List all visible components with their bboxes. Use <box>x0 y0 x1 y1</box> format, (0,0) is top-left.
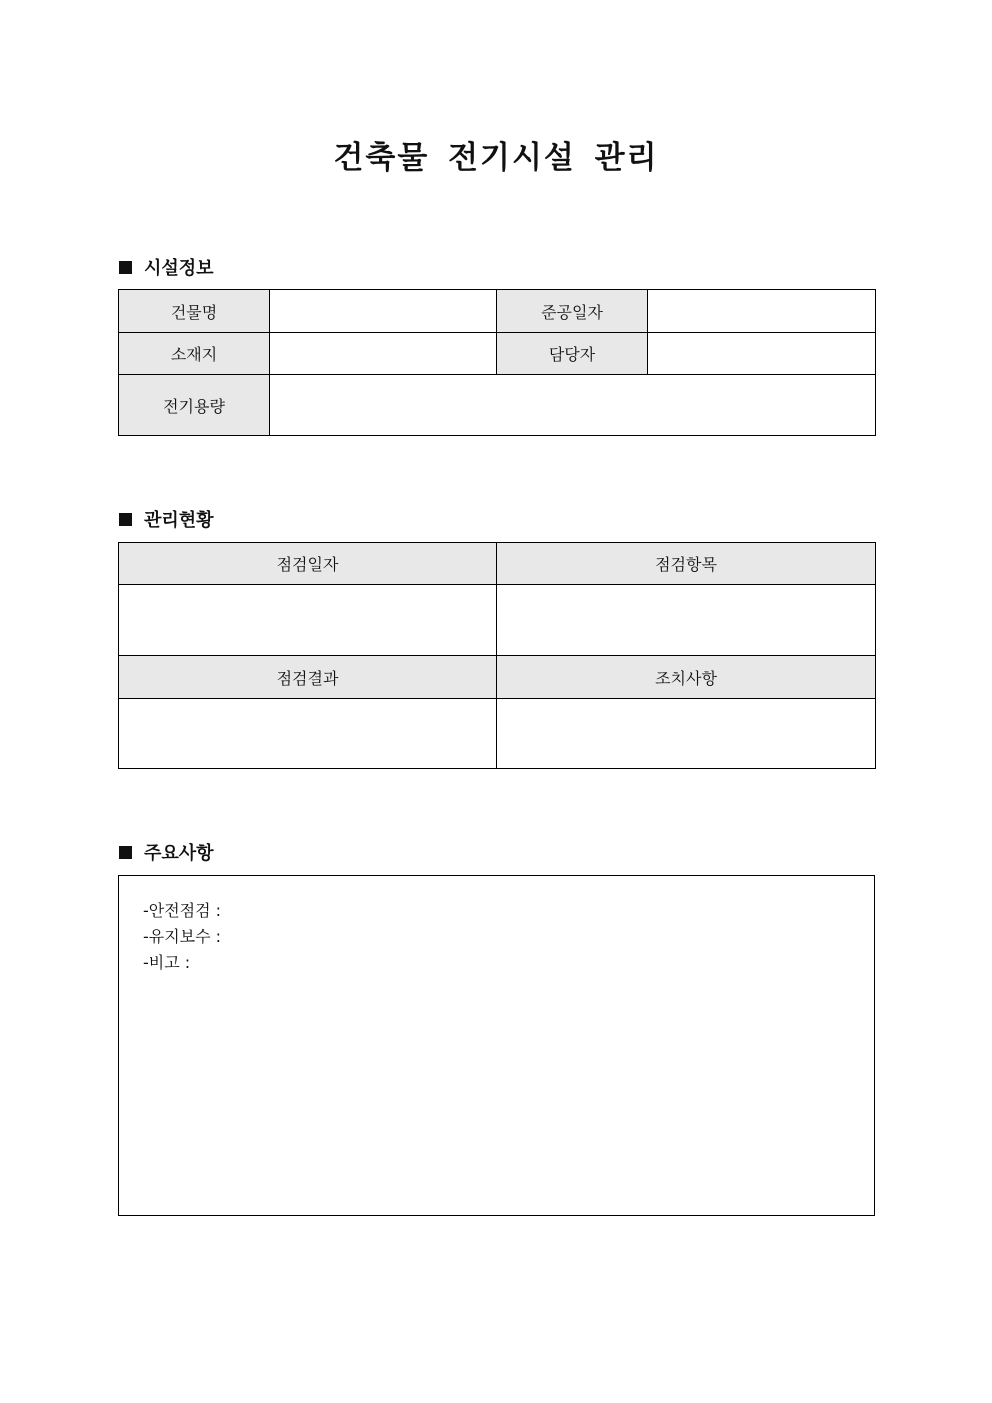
inspection-date-field[interactable] <box>119 585 497 656</box>
square-bullet-icon <box>119 261 132 274</box>
building-name-field[interactable] <box>270 290 497 333</box>
inspection-item-label: 점검항목 <box>497 543 876 585</box>
completion-date-field[interactable] <box>648 290 876 333</box>
facility-section-heading <box>119 254 214 280</box>
inspection-result-field[interactable] <box>119 699 497 769</box>
square-bullet-icon <box>119 513 132 526</box>
manager-field[interactable] <box>648 333 876 375</box>
square-bullet-icon <box>119 846 132 859</box>
action-taken-label: 조치사항 <box>497 656 876 699</box>
location-field[interactable] <box>270 333 497 375</box>
notes-heading-text: 주요사항 <box>144 843 214 864</box>
status-section-heading <box>119 506 214 532</box>
note-safety-inspection: -안전점검 : <box>143 901 222 920</box>
inspection-item-field[interactable] <box>497 585 876 656</box>
notes-box[interactable] <box>118 875 875 1216</box>
note-remarks: -비고 : <box>143 953 191 972</box>
notes-section-heading <box>119 839 214 865</box>
inspection-result-label: 점검결과 <box>119 656 497 699</box>
facility-info-table <box>118 289 876 436</box>
facility-heading-text: 시설정보 <box>144 258 214 279</box>
inspection-date-label: 점검일자 <box>119 543 497 585</box>
action-taken-field[interactable] <box>497 699 876 769</box>
status-heading-text: 관리현황 <box>144 510 214 531</box>
capacity-field[interactable] <box>270 375 876 436</box>
management-status-table <box>118 542 876 769</box>
page-title: 건축물 전기시설 관리 <box>333 140 659 176</box>
capacity-label: 전기용량 <box>119 375 270 436</box>
note-maintenance: -유지보수 : <box>143 927 222 946</box>
completion-date-label: 준공일자 <box>497 290 648 333</box>
manager-label: 담당자 <box>497 333 648 375</box>
location-label: 소재지 <box>119 333 270 375</box>
building-name-label: 건물명 <box>119 290 270 333</box>
